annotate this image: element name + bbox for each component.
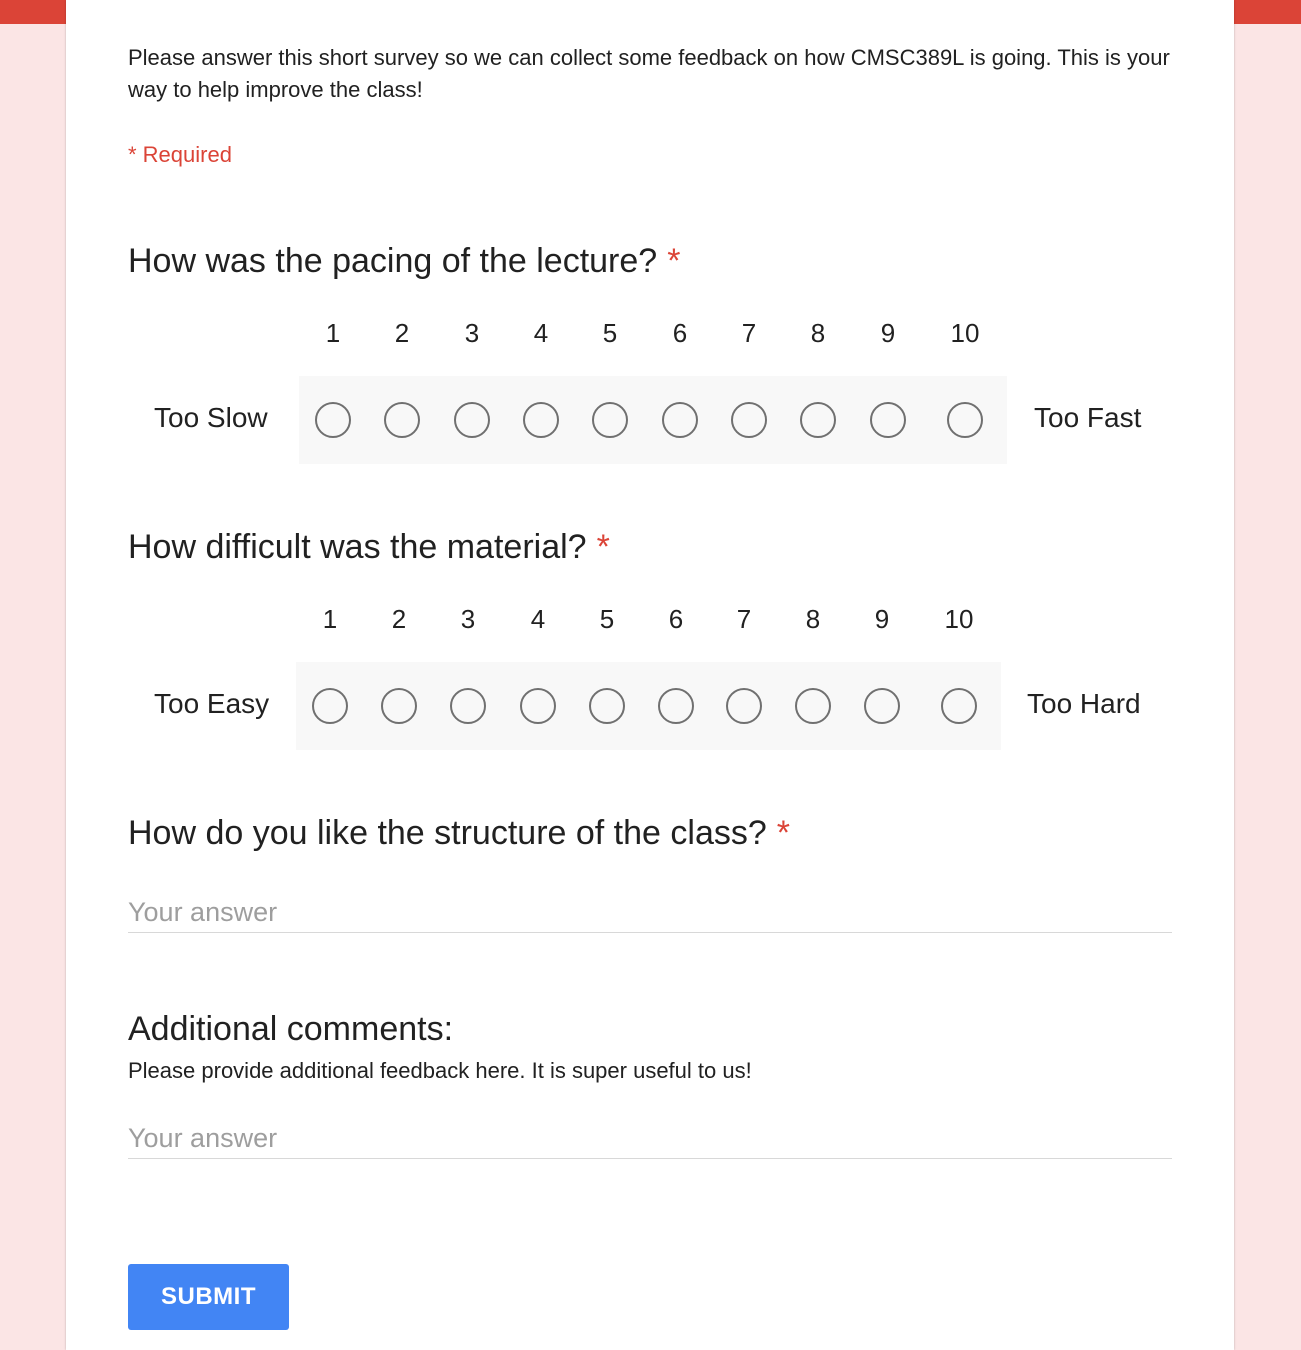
question-help-text: Please provide additional feedback here. It is super useful to us! — [128, 1058, 752, 1083]
scale-number-5: 5 — [602, 318, 618, 348]
scale-high-label: Too Hard — [1027, 688, 1141, 719]
scale-radio-4[interactable] — [520, 688, 556, 724]
header-band-right — [1234, 0, 1301, 24]
header-band-left — [0, 0, 66, 24]
question-title-text: How was the pacing of the lecture? — [128, 242, 658, 280]
scale-radio-4[interactable] — [523, 402, 559, 438]
scale-radio-1[interactable] — [312, 688, 348, 724]
form-description: Please answer this short survey so we can collect some feedback on how CMSC389L is going. This is your way to help improve the class! — [128, 45, 1170, 102]
scale-number-10: 10 — [944, 604, 974, 634]
scale-radio-3[interactable] — [454, 402, 490, 438]
question-title-structure — [128, 814, 790, 853]
scale-radio-5[interactable] — [589, 688, 625, 724]
scale-number-7: 7 — [741, 318, 757, 348]
question-title-text: How difficult was the material? — [128, 528, 587, 566]
structure-answer-input[interactable] — [128, 892, 1172, 933]
scale-radio-2[interactable] — [381, 688, 417, 724]
scale-number-9: 9 — [874, 604, 890, 634]
scale-low-label: Too Easy — [154, 688, 270, 719]
scale-radio-10[interactable] — [941, 688, 977, 724]
scale-radio-3[interactable] — [450, 688, 486, 724]
scale-number-4: 4 — [533, 318, 549, 348]
scale-number-3: 3 — [460, 604, 476, 634]
scale-radio-5[interactable] — [592, 402, 628, 438]
comments-answer-input[interactable] — [128, 1118, 1172, 1159]
required-asterisk: * — [667, 242, 681, 280]
scale-number-1: 1 — [325, 318, 341, 348]
question-title-comments — [128, 1010, 453, 1049]
question-title-text: Additional comments: — [128, 1010, 454, 1048]
scale-number-7: 7 — [736, 604, 752, 634]
scale-radio-1[interactable] — [315, 402, 351, 438]
scale-number-6: 6 — [668, 604, 684, 634]
scale-low-label: Too Slow — [154, 402, 268, 433]
scale-number-2: 2 — [391, 604, 407, 634]
scale-high-label: Too Fast — [1034, 402, 1142, 433]
scale-radio-6[interactable] — [662, 402, 698, 438]
scale-radio-9[interactable] — [870, 402, 906, 438]
scale-number-2: 2 — [394, 318, 410, 348]
scale-radio-9[interactable] — [864, 688, 900, 724]
scale-radio-2[interactable] — [384, 402, 420, 438]
scale-number-6: 6 — [672, 318, 688, 348]
scale-number-3: 3 — [464, 318, 480, 348]
required-note: * Required — [128, 142, 232, 167]
scale-number-5: 5 — [599, 604, 615, 634]
scale-number-4: 4 — [530, 604, 546, 634]
required-asterisk: * — [596, 528, 610, 566]
scale-radio-7[interactable] — [726, 688, 762, 724]
required-asterisk: * — [776, 814, 790, 852]
scale-radio-8[interactable] — [800, 402, 836, 438]
scale-radio-8[interactable] — [795, 688, 831, 724]
scale-radio-6[interactable] — [658, 688, 694, 724]
form-card — [66, 0, 1234, 1350]
scale-radio-7[interactable] — [731, 402, 767, 438]
scale-number-10: 10 — [950, 318, 980, 348]
question-title-difficulty — [128, 528, 610, 567]
question-title-pacing — [128, 242, 680, 281]
submit-button[interactable]: SUBMIT — [128, 1264, 289, 1330]
scale-number-8: 8 — [805, 604, 821, 634]
scale-number-9: 9 — [880, 318, 896, 348]
scale-radio-10[interactable] — [947, 402, 983, 438]
scale-number-1: 1 — [322, 604, 338, 634]
scale-number-8: 8 — [810, 318, 826, 348]
question-title-text: How do you like the structure of the class? — [128, 814, 767, 852]
